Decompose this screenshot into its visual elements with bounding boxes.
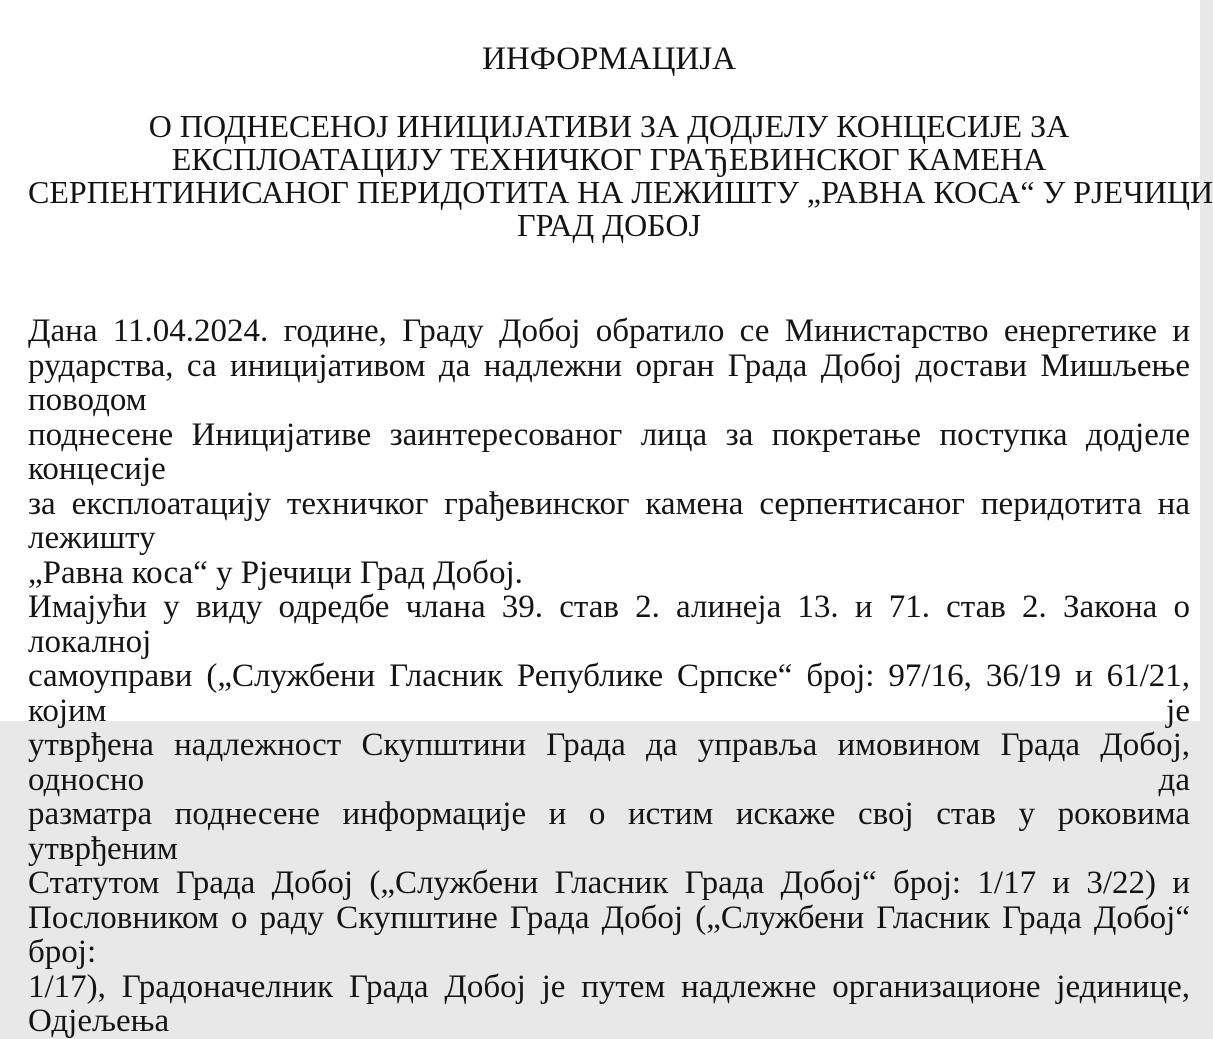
body-line: утврђена надлежност Скупштини Града да управља имовином Града Добој, односно да (28, 727, 1190, 798)
subtitle-line: СЕРПЕНТИНИСАНОГ ПЕРИДОТИТА НА ЛЕЖИШТУ „РАВНА КОСА“ У РЈЕЧИЦИ (28, 174, 1213, 210)
document-body (28, 314, 1190, 1039)
body-line: Пословником о раду Скупштине Града Добој („Службени Гласник Града Добој“ број: (28, 899, 1190, 970)
subtitle-line: ЕКСПЛОАТАЦИЈУ ТЕХНИЧКОГ ГРАЂЕВИНСКОГ КАМЕНА (171, 141, 1047, 177)
subtitle-line: О ПОДНЕСЕНОЈ ИНИЦИЈАТИВИ ЗА ДОДЈЕЛУ КОНЦЕСИЈЕ ЗА (148, 108, 1070, 144)
document-content (28, 0, 1213, 1039)
document-title: ИНФОРМАЦИЈА (482, 41, 736, 77)
subtitle-line: ГРАД ДОБОЈ (517, 207, 701, 243)
body-line: Дана 11.04.2024. године, Граду Добој обратило се Министарство енергетике и (28, 313, 1190, 349)
body-line: 1/17), Градоначелник Града Добој је путем надлежне организационе јединице, Одјељења (28, 968, 1190, 1039)
paragraph-1 (28, 314, 1190, 590)
body-line: самоуправи („Службени Гласник Републике Српске“ број: 97/16, 36/19 и 61/21, којим је (28, 658, 1190, 729)
document-subtitle (28, 108, 1213, 243)
paragraph-2 (28, 590, 1190, 1039)
body-line: рударства, са иницијативом да надлежни орган Града Добој достави Мишљење поводом (28, 347, 1190, 418)
body-line: разматра поднесене информације и о истим искаже свој став у роковима утврђеним (28, 796, 1190, 867)
body-line: Имајући у виду одредбе члана 39. став 2. алинеја 13. и 71. став 2. Закона о локалној (28, 589, 1190, 660)
body-line: поднесене Иницијативе заинтересованог лица за покретање поступка додјеле концесије (28, 416, 1190, 487)
body-line: Статутом Града Добој („Службени Гласник Града Добој“ број: 1/17 и 3/22) и (28, 865, 1190, 901)
body-line: „Равна коса“ у Рјечици Град Добој. (28, 554, 523, 591)
body-line: за експлоатацију техничког грађевинског камена серпентисаног перидотита на лежишту (28, 485, 1190, 556)
